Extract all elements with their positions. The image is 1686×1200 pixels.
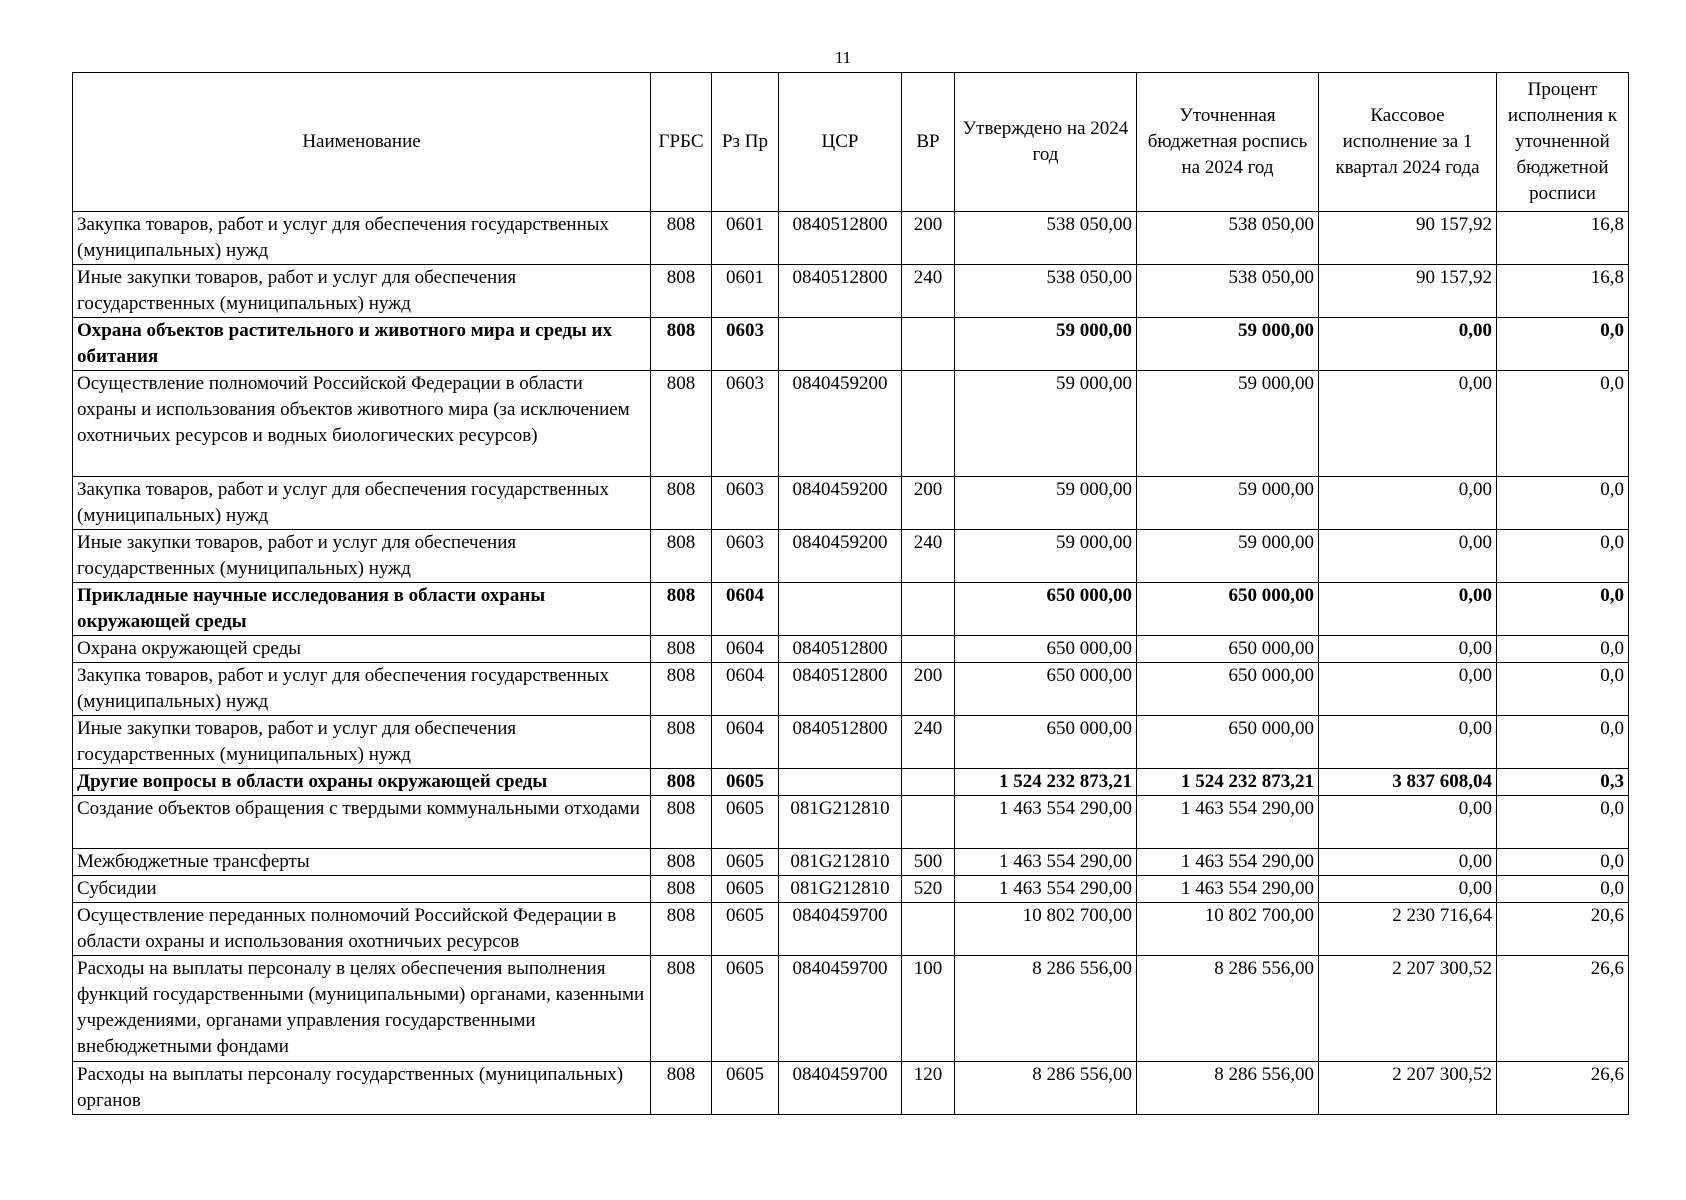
cell-rzpr: 0604 bbox=[712, 663, 779, 716]
cell-approved: 59 000,00 bbox=[955, 530, 1137, 583]
table-row bbox=[73, 903, 1629, 956]
table-row bbox=[73, 716, 1629, 769]
cell-vr bbox=[902, 796, 955, 849]
table-row bbox=[73, 796, 1629, 849]
col-header-csr: ЦСР bbox=[779, 73, 902, 212]
page-number: 11 bbox=[834, 48, 852, 67]
cell-csr: 0840459200 bbox=[779, 371, 902, 477]
cell-vr: 200 bbox=[902, 477, 955, 530]
cell-cash: 2 230 716,64 bbox=[1319, 903, 1497, 956]
cell-cash: 3 837 608,04 bbox=[1319, 769, 1497, 796]
cell-percent: 16,8 bbox=[1497, 212, 1629, 265]
budget-table bbox=[72, 72, 1629, 1115]
cell-cash: 0,00 bbox=[1319, 849, 1497, 876]
cell-cash: 0,00 bbox=[1319, 371, 1497, 477]
cell-csr: 081G212810 bbox=[779, 849, 902, 876]
cell-name: Расходы на выплаты персоналу государственных (муниципальных) органов bbox=[73, 1062, 651, 1115]
cell-vr: 240 bbox=[902, 265, 955, 318]
cell-csr: 0840459700 bbox=[779, 903, 902, 956]
cell-name: Иные закупки товаров, работ и услуг для обеспечения государственных (муниципальных) нужд bbox=[73, 265, 651, 318]
cell-rzpr: 0604 bbox=[712, 716, 779, 769]
cell-csr: 0840459700 bbox=[779, 1062, 902, 1115]
cell-approved: 650 000,00 bbox=[955, 716, 1137, 769]
cell-percent: 0,0 bbox=[1497, 663, 1629, 716]
cell-approved: 650 000,00 bbox=[955, 663, 1137, 716]
cell-vr bbox=[902, 903, 955, 956]
table-row bbox=[73, 265, 1629, 318]
cell-refined: 59 000,00 bbox=[1137, 530, 1319, 583]
cell-csr: 0840512800 bbox=[779, 716, 902, 769]
table-row bbox=[73, 769, 1629, 796]
cell-name: Осуществление переданных полномочий Российской Федерации в области охраны и использования охотничьих ресурсов bbox=[73, 903, 651, 956]
cell-percent: 0,3 bbox=[1497, 769, 1629, 796]
cell-grbs: 808 bbox=[651, 663, 712, 716]
cell-grbs: 808 bbox=[651, 956, 712, 1062]
cell-approved: 59 000,00 bbox=[955, 371, 1137, 477]
cell-cash: 0,00 bbox=[1319, 583, 1497, 636]
cell-approved: 538 050,00 bbox=[955, 265, 1137, 318]
cell-vr: 200 bbox=[902, 212, 955, 265]
cell-rzpr: 0601 bbox=[712, 265, 779, 318]
cell-vr: 120 bbox=[902, 1062, 955, 1115]
cell-approved: 8 286 556,00 bbox=[955, 956, 1137, 1062]
table-row bbox=[73, 1062, 1629, 1115]
table-row bbox=[73, 956, 1629, 1062]
cell-csr: 0840512800 bbox=[779, 212, 902, 265]
cell-refined: 538 050,00 bbox=[1137, 265, 1319, 318]
cell-csr: 0840512800 bbox=[779, 636, 902, 663]
cell-name: Прикладные научные исследования в области охраны окружающей среды bbox=[73, 583, 651, 636]
cell-cash: 0,00 bbox=[1319, 318, 1497, 371]
cell-rzpr: 0603 bbox=[712, 318, 779, 371]
cell-approved: 59 000,00 bbox=[955, 477, 1137, 530]
cell-rzpr: 0605 bbox=[712, 876, 779, 903]
cell-vr bbox=[902, 583, 955, 636]
col-header-approved: Утверждено на 2024 год bbox=[955, 73, 1137, 212]
cell-percent: 0,0 bbox=[1497, 796, 1629, 849]
cell-percent: 16,8 bbox=[1497, 265, 1629, 318]
cell-rzpr: 0603 bbox=[712, 530, 779, 583]
cell-name: Межбюджетные трансферты bbox=[73, 849, 651, 876]
table-row bbox=[73, 371, 1629, 477]
cell-cash: 0,00 bbox=[1319, 796, 1497, 849]
cell-cash: 90 157,92 bbox=[1319, 212, 1497, 265]
cell-rzpr: 0603 bbox=[712, 477, 779, 530]
cell-csr: 081G212810 bbox=[779, 796, 902, 849]
cell-percent: 0,0 bbox=[1497, 477, 1629, 530]
cell-percent: 0,0 bbox=[1497, 530, 1629, 583]
cell-percent: 0,0 bbox=[1497, 318, 1629, 371]
cell-name: Осуществление полномочий Российской Федерации в области охраны и использования объектов животного мира (за исключением охотничьих ресурсов и водных биологических ресурсов) bbox=[73, 371, 651, 477]
cell-name: Иные закупки товаров, работ и услуг для обеспечения государственных (муниципальных) нужд bbox=[73, 530, 651, 583]
cell-percent: 0,0 bbox=[1497, 849, 1629, 876]
cell-rzpr: 0605 bbox=[712, 1062, 779, 1115]
cell-cash: 0,00 bbox=[1319, 636, 1497, 663]
cell-percent: 0,0 bbox=[1497, 636, 1629, 663]
cell-cash: 90 157,92 bbox=[1319, 265, 1497, 318]
cell-vr bbox=[902, 318, 955, 371]
cell-name: Расходы на выплаты персоналу в целях обеспечения выполнения функций государственными (муниципальными) органами, казенными учреждениями, органами управления государственными внебюджетными фондами bbox=[73, 956, 651, 1062]
cell-rzpr: 0605 bbox=[712, 796, 779, 849]
cell-approved: 538 050,00 bbox=[955, 212, 1137, 265]
cell-csr: 0840512800 bbox=[779, 265, 902, 318]
cell-percent: 0,0 bbox=[1497, 371, 1629, 477]
cell-refined: 650 000,00 bbox=[1137, 583, 1319, 636]
cell-vr bbox=[902, 371, 955, 477]
cell-vr: 240 bbox=[902, 716, 955, 769]
cell-vr: 520 bbox=[902, 876, 955, 903]
cell-refined: 59 000,00 bbox=[1137, 371, 1319, 477]
cell-grbs: 808 bbox=[651, 318, 712, 371]
cell-vr bbox=[902, 636, 955, 663]
table-row bbox=[73, 318, 1629, 371]
cell-vr: 100 bbox=[902, 956, 955, 1062]
cell-cash: 0,00 bbox=[1319, 716, 1497, 769]
cell-cash: 0,00 bbox=[1319, 663, 1497, 716]
cell-rzpr: 0605 bbox=[712, 769, 779, 796]
cell-approved: 8 286 556,00 bbox=[955, 1062, 1137, 1115]
table-row bbox=[73, 876, 1629, 903]
cell-grbs: 808 bbox=[651, 477, 712, 530]
cell-cash: 2 207 300,52 bbox=[1319, 1062, 1497, 1115]
cell-rzpr: 0601 bbox=[712, 212, 779, 265]
cell-csr: 0840459700 bbox=[779, 956, 902, 1062]
col-header-name: Наименование bbox=[73, 73, 651, 212]
cell-percent: 26,6 bbox=[1497, 956, 1629, 1062]
cell-grbs: 808 bbox=[651, 716, 712, 769]
cell-percent: 0,0 bbox=[1497, 716, 1629, 769]
col-header-grbs: ГРБС bbox=[651, 73, 712, 212]
cell-name: Создание объектов обращения с твердыми коммунальными отходами bbox=[73, 796, 651, 849]
cell-grbs: 808 bbox=[651, 583, 712, 636]
cell-refined: 59 000,00 bbox=[1137, 477, 1319, 530]
cell-rzpr: 0604 bbox=[712, 583, 779, 636]
cell-rzpr: 0604 bbox=[712, 636, 779, 663]
cell-name: Охрана окружающей среды bbox=[73, 636, 651, 663]
cell-refined: 8 286 556,00 bbox=[1137, 956, 1319, 1062]
cell-csr: 0840459200 bbox=[779, 477, 902, 530]
cell-grbs: 808 bbox=[651, 796, 712, 849]
cell-name: Другие вопросы в области охраны окружающей среды bbox=[73, 769, 651, 796]
cell-cash: 0,00 bbox=[1319, 876, 1497, 903]
cell-rzpr: 0605 bbox=[712, 956, 779, 1062]
cell-refined: 650 000,00 bbox=[1137, 663, 1319, 716]
cell-vr: 240 bbox=[902, 530, 955, 583]
cell-cash: 0,00 bbox=[1319, 530, 1497, 583]
table-row bbox=[73, 212, 1629, 265]
cell-csr bbox=[779, 583, 902, 636]
cell-approved: 650 000,00 bbox=[955, 583, 1137, 636]
cell-refined: 1 463 554 290,00 bbox=[1137, 849, 1319, 876]
cell-grbs: 808 bbox=[651, 769, 712, 796]
cell-name: Закупка товаров, работ и услуг для обеспечения государственных (муниципальных) нужд bbox=[73, 663, 651, 716]
cell-grbs: 808 bbox=[651, 530, 712, 583]
cell-refined: 650 000,00 bbox=[1137, 636, 1319, 663]
cell-csr: 0840459200 bbox=[779, 530, 902, 583]
cell-approved: 1 463 554 290,00 bbox=[955, 876, 1137, 903]
cell-rzpr: 0605 bbox=[712, 849, 779, 876]
cell-refined: 1 463 554 290,00 bbox=[1137, 876, 1319, 903]
cell-csr: 0840512800 bbox=[779, 663, 902, 716]
cell-grbs: 808 bbox=[651, 371, 712, 477]
header-row bbox=[73, 73, 1629, 212]
cell-grbs: 808 bbox=[651, 212, 712, 265]
cell-csr bbox=[779, 769, 902, 796]
col-header-refined: Уточненная бюджетная роспись на 2024 год bbox=[1137, 73, 1319, 212]
cell-name: Иные закупки товаров, работ и услуг для обеспечения государственных (муниципальных) нужд bbox=[73, 716, 651, 769]
cell-approved: 650 000,00 bbox=[955, 636, 1137, 663]
cell-cash: 0,00 bbox=[1319, 477, 1497, 530]
cell-name: Закупка товаров, работ и услуг для обеспечения государственных (муниципальных) нужд bbox=[73, 212, 651, 265]
cell-refined: 650 000,00 bbox=[1137, 716, 1319, 769]
cell-refined: 538 050,00 bbox=[1137, 212, 1319, 265]
col-header-percent: Процент исполнения к уточненной бюджетной росписи bbox=[1497, 73, 1629, 212]
cell-name: Закупка товаров, работ и услуг для обеспечения государственных (муниципальных) нужд bbox=[73, 477, 651, 530]
table-row bbox=[73, 583, 1629, 636]
table-row bbox=[73, 530, 1629, 583]
cell-vr: 200 bbox=[902, 663, 955, 716]
cell-vr: 500 bbox=[902, 849, 955, 876]
cell-grbs: 808 bbox=[651, 849, 712, 876]
cell-grbs: 808 bbox=[651, 265, 712, 318]
cell-approved: 10 802 700,00 bbox=[955, 903, 1137, 956]
cell-refined: 10 802 700,00 bbox=[1137, 903, 1319, 956]
col-header-rzpr: Рз Пр bbox=[712, 73, 779, 212]
cell-approved: 59 000,00 bbox=[955, 318, 1137, 371]
table-row bbox=[73, 477, 1629, 530]
cell-refined: 8 286 556,00 bbox=[1137, 1062, 1319, 1115]
cell-percent: 20,6 bbox=[1497, 903, 1629, 956]
cell-name: Охрана объектов растительного и животного мира и среды их обитания bbox=[73, 318, 651, 371]
cell-rzpr: 0603 bbox=[712, 371, 779, 477]
cell-approved: 1 463 554 290,00 bbox=[955, 796, 1137, 849]
cell-refined: 1 463 554 290,00 bbox=[1137, 796, 1319, 849]
cell-csr: 081G212810 bbox=[779, 876, 902, 903]
cell-approved: 1 524 232 873,21 bbox=[955, 769, 1137, 796]
cell-percent: 26,6 bbox=[1497, 1062, 1629, 1115]
cell-name: Субсидии bbox=[73, 876, 651, 903]
cell-refined: 1 524 232 873,21 bbox=[1137, 769, 1319, 796]
cell-approved: 1 463 554 290,00 bbox=[955, 849, 1137, 876]
cell-grbs: 808 bbox=[651, 636, 712, 663]
cell-cash: 2 207 300,52 bbox=[1319, 956, 1497, 1062]
cell-grbs: 808 bbox=[651, 876, 712, 903]
col-header-vr: ВР bbox=[902, 73, 955, 212]
table-row bbox=[73, 663, 1629, 716]
cell-refined: 59 000,00 bbox=[1137, 318, 1319, 371]
cell-percent: 0,0 bbox=[1497, 583, 1629, 636]
cell-percent: 0,0 bbox=[1497, 876, 1629, 903]
cell-vr bbox=[902, 769, 955, 796]
cell-rzpr: 0605 bbox=[712, 903, 779, 956]
cell-grbs: 808 bbox=[651, 903, 712, 956]
table-row bbox=[73, 849, 1629, 876]
cell-grbs: 808 bbox=[651, 1062, 712, 1115]
table-row bbox=[73, 636, 1629, 663]
cell-csr bbox=[779, 318, 902, 371]
col-header-cash: Кассовое исполнение за 1 квартал 2024 года bbox=[1319, 73, 1497, 212]
